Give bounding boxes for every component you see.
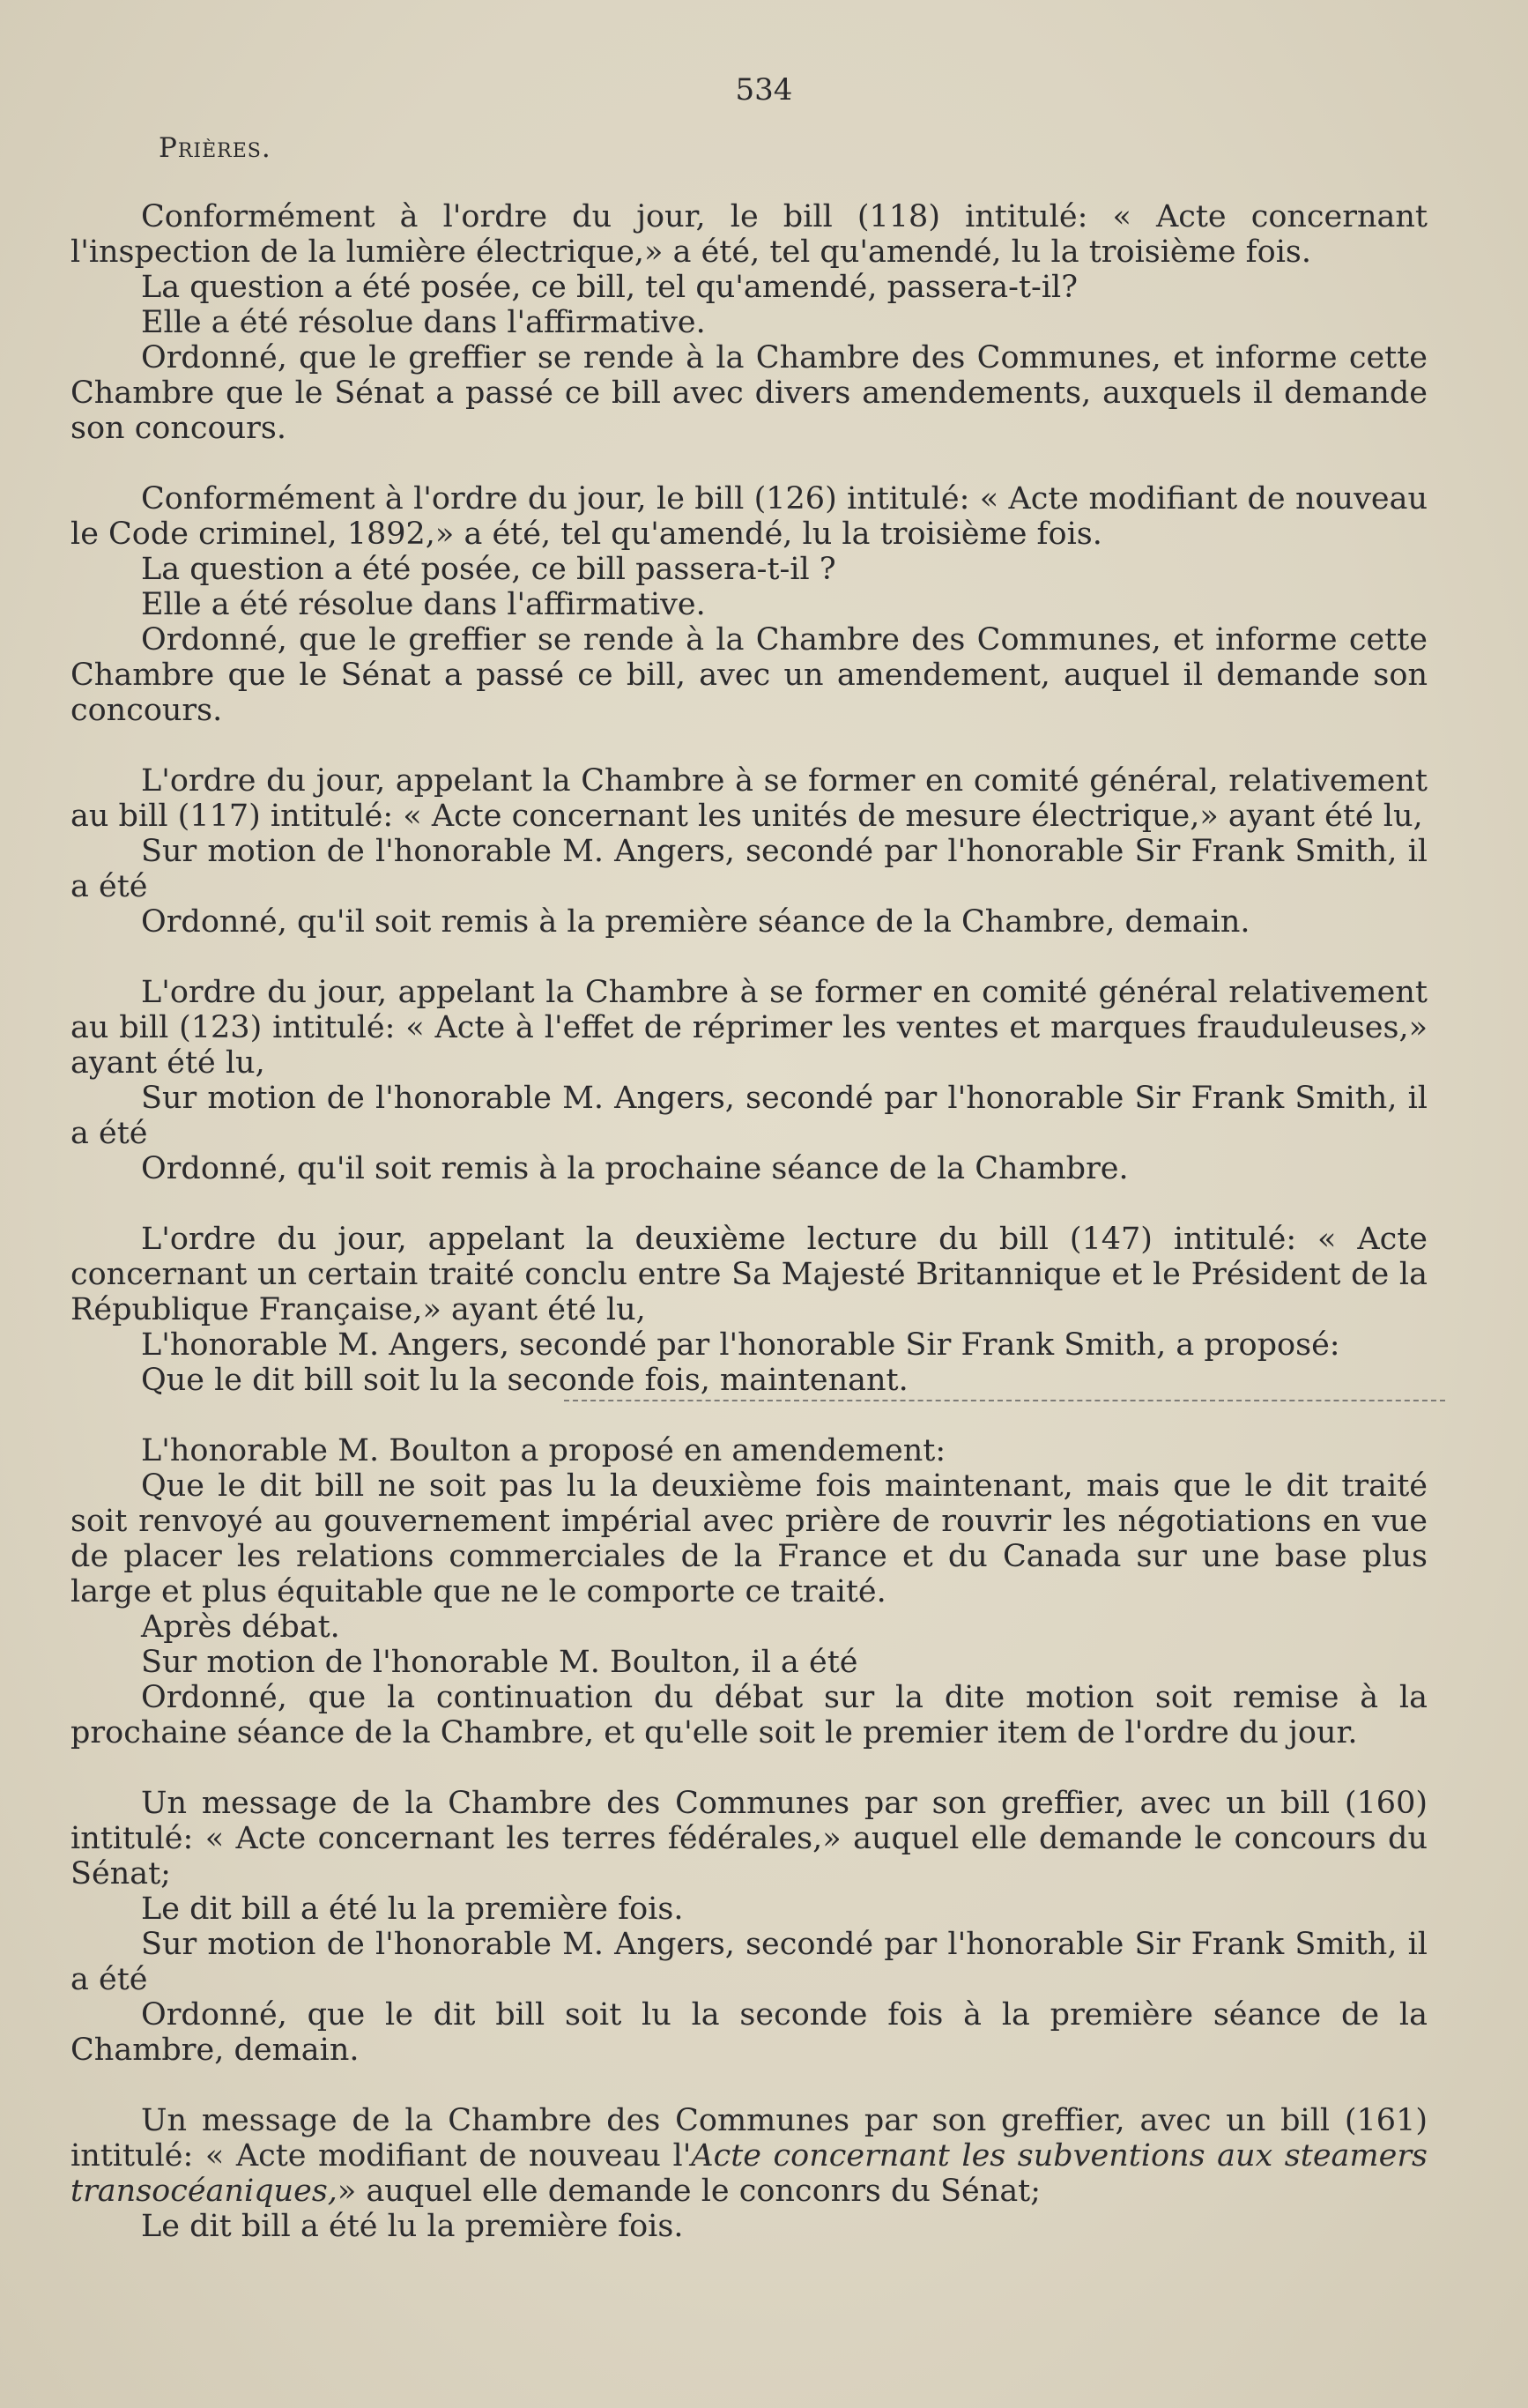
paragraph: Conformément à l'ordre du jour, le bill (126) intitulé: « Acte modifiant de nouveau le Code criminel, 1892,» a été, tel qu'amendé, lu la troisième fois.	[70, 481, 1428, 552]
paragraph: Que le dit bill soit lu la seconde fois, maintenant.	[141, 1363, 909, 1398]
text-run: Un message de la Chambre des Communes par son greffier, avec un bill (161) intitulé: « Acte modifiant de nouveau l'	[70, 2103, 1428, 2174]
entry-bill-118	[70, 199, 1428, 446]
paragraph: L'ordre du jour, appelant la deuxième lecture du bill (147) intitulé: « Acte concernant un certain traité conclu entre Sa Majesté Britannique et le Président de la République Française,» ayant été lu,	[70, 1222, 1428, 1327]
text-run: » auquel elle demande le conconrs du Sénat;	[337, 2174, 1042, 2209]
paragraph: Sur motion de l'honorable M. Angers, secondé par l'honorable Sir Frank Smith, il a été	[70, 1927, 1428, 1997]
paragraph: La question a été posée, ce bill, tel qu'amendé, passera-t-il?	[141, 270, 1078, 305]
paragraph: L'ordre du jour, appelant la Chambre à se former en comité général relativement au bill (123) intitulé: « Acte à l'effet de réprimer les ventes et marques frauduleuses,» ayant été lu,	[70, 975, 1428, 1081]
paragraph: Ordonné, que le dit bill soit lu la seconde fois à la première séance de la Chambre, demain.	[70, 1997, 1428, 2068]
divider-rule	[564, 1400, 1445, 1401]
paragraph: Ordonné, que la continuation du débat sur la dite motion soit remise à la prochaine séance de la Chambre, et qu'elle soit le premier item de l'ordre du jour.	[70, 1680, 1428, 1750]
entry-bill-147	[70, 1222, 1428, 1398]
entry-bill-117	[70, 763, 1428, 940]
paragraph: Le dit bill a été lu la première fois.	[141, 1891, 684, 1927]
section-heading: Prières.	[159, 132, 271, 164]
entry-bill-123	[70, 975, 1428, 1186]
paragraph	[70, 2103, 1428, 2209]
paragraph: Après débat.	[141, 1609, 340, 1645]
paragraph: L'honorable M. Angers, secondé par l'honorable Sir Frank Smith, a proposé:	[141, 1327, 1340, 1363]
paragraph: Elle a été résolue dans l'affirmative.	[141, 587, 706, 622]
paragraph: Conformément à l'ordre du jour, le bill (118) intitulé: « Acte concernant l'inspection de la lumière électrique,» a été, tel qu'amendé, lu la troisième fois.	[70, 199, 1428, 270]
paragraph: Ordonné, que le greffier se rende à la Chambre des Communes, et informe cette Chambre que le Sénat a passé ce bill avec divers amendements, auxquels il demande son concours.	[70, 340, 1428, 446]
paragraph: Sur motion de l'honorable M. Boulton, il a été	[141, 1645, 858, 1680]
italic-title: Acte concernant les subventions aux steamers transocéaniques,	[70, 2138, 1428, 2209]
paragraph: Ordonné, qu'il soit remis à la prochaine séance de la Chambre.	[141, 1151, 1129, 1186]
entry-bill-161	[70, 2103, 1428, 2244]
paragraph: Le dit bill a été lu la première fois.	[141, 2209, 684, 2244]
paragraph: Un message de la Chambre des Communes par son greffier, avec un bill (160) intitulé: « Acte concernant les terres fédérales,» auquel elle demande le concours du Sénat;	[70, 1786, 1428, 1891]
entry-bill-126	[70, 481, 1428, 728]
paragraph: Ordonné, que le greffier se rende à la Chambre des Communes, et informe cette Chambre que le Sénat a passé ce bill, avec un amendement, auquel il demande son concours.	[70, 622, 1428, 728]
paragraph: Sur motion de l'honorable M. Angers, secondé par l'honorable Sir Frank Smith, il a été	[70, 834, 1428, 904]
paragraph: L'honorable M. Boulton a proposé en amendement:	[141, 1433, 946, 1468]
entry-bill-160	[70, 1786, 1428, 2068]
paragraph: L'ordre du jour, appelant la Chambre à se former en comité général, relativement au bill (117) intitulé: « Acte concernant les unités de mesure électrique,» ayant été lu,	[70, 763, 1428, 834]
paragraph: La question a été posée, ce bill passera-t-il ?	[141, 552, 836, 587]
paragraph: Sur motion de l'honorable M. Angers, secondé par l'honorable Sir Frank Smith, il a été	[70, 1081, 1428, 1151]
page-number: 534	[735, 72, 793, 108]
paragraph: Que le dit bill ne soit pas lu la deuxième fois maintenant, mais que le dit traité soit renvoyé au gouvernement impérial avec prière de rouvrir les négotiations en vue de placer les relations commerciales de la France et du Canada sur une base plus large et plus équitable que ne le comporte ce traité.	[70, 1468, 1428, 1609]
entry-amendment-boulton	[70, 1433, 1428, 1750]
paragraph: Elle a été résolue dans l'affirmative.	[141, 305, 706, 340]
paragraph: Ordonné, qu'il soit remis à la première séance de la Chambre, demain.	[141, 904, 1250, 940]
page-body	[70, 132, 1428, 2279]
